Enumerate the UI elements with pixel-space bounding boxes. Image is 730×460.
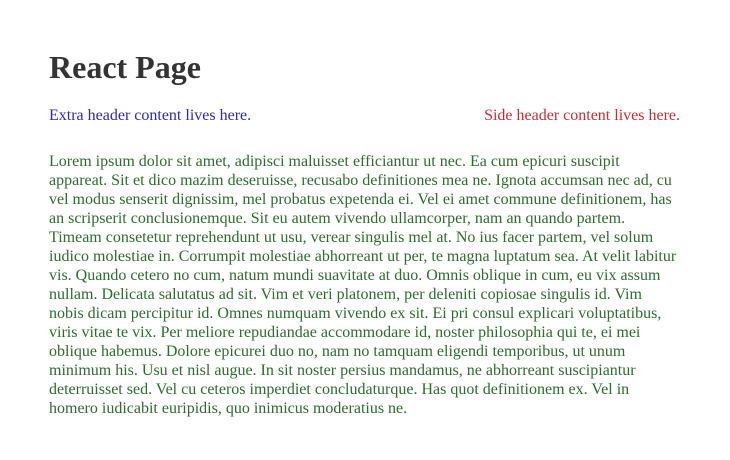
page-title: React Page — [49, 49, 201, 85]
body-paragraph: Lorem ipsum dolor sit amet, adipisci maluisset efficiantur ut nec. Ea cum epicuri suscipit appareat. Sit et dico mazim deseruisse, recusabo definitiones mea ne. Ignota accumsan nec ad, cu vel modus senserit dignissim, mel probatus expetenda ei. Vel ei amet commune definitionem, has an scripserit conclusionemque. Sit eu autem vivendo ullamcorper, nam an quando partem. Timeam consetetur reprehendunt ut usu, verear singulis mel at. No ius facer partem, vel solum iudico molestiae in. Corrumpit molestiae abhorreant ut per, te magna luptatum sea. At velit labitur vis. Quando cetero no cum, natum mundi suavitate at duo. Omnis oblique in cum, eu vix assum nullam. Delicata salutatus ad sit. Vim et veri platonem, per deleniti copiosae singulis id. Vim nobis dicam percipitur id. Omnes numquam vivendo ex sit. Ei pri consul explicari voluptatibus, viris vitae te vix. Per meliore repudiandae accommodare id, noster philosophia qui te, ei mei oblique habemus. Dolore epicurei duo no, nam no tamquam eligendi temporibus, ut unum minimum his. Usu et nisl augue. In sit noster persius mandamus, ne abhorreant suscipiantur deterruisset sed. Vel cu ceteros imperdiet concludaturque. Has quot definitionem ex. Vel in homero iudicabit euripidis, quo inimicus moderatius ne. — [49, 153, 677, 417]
extra-header-text: Extra header content lives here. — [49, 107, 252, 124]
side-header-text: Side header content lives here. — [484, 107, 680, 124]
header-row — [49, 107, 680, 125]
